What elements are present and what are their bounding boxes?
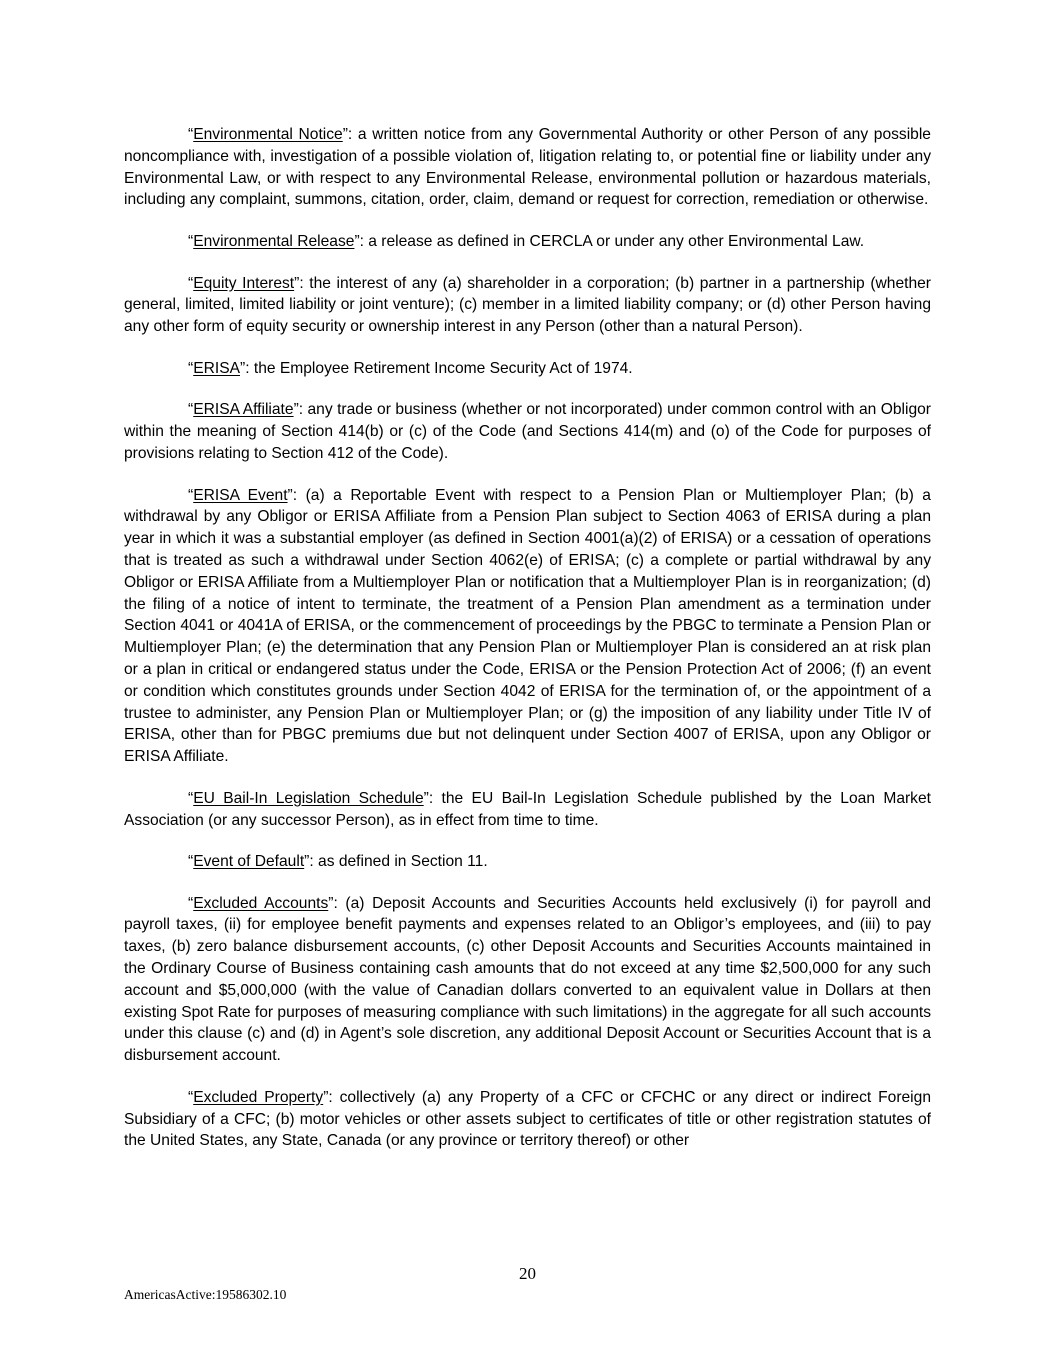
defined-term: Excluded Accounts [193, 894, 329, 912]
close-quote: ”: [240, 359, 250, 377]
document-id: AmericasActive:19586302.10 [124, 1287, 287, 1302]
close-quote: ”: [354, 232, 364, 250]
open-quote: “ [188, 232, 194, 250]
open-quote: “ [188, 401, 194, 419]
close-quote: ”: [342, 126, 353, 143]
defined-term: Environmental Notice [193, 126, 343, 143]
open-quote: “ [188, 1088, 194, 1106]
definition-erisa-event [124, 485, 931, 768]
close-quote: ”: [287, 486, 298, 504]
page-number: 20 [519, 1264, 536, 1283]
open-quote: “ [188, 126, 194, 143]
definition-text: (a) a Reportable Event with respect to a Pension Plan or Multiemployer Plan; (b) a withdrawal by any Obligor or ERISA Affiliate from a Pension Plan subject to Section 4063 of ERISA during a plan year in which it was a substantial employer (as defined in Section 4001(a)(2) of ERISA) or a cessation of operations that is treated as such a withdrawal under Section 4062(e) of ERISA; (c) a complete or partial withdrawal by any Obligor or ERISA Affiliate from a Multiemployer Plan or notification that a Multiemployer Plan is in reorganization; (d) the filing of a notice of intent to terminate, the treatment of a Pension Plan amendment as a termination under Section 4041 or 4041A of ERISA, or the commencement of proceedings by the PBGC to terminate a Pension Plan or Multiemployer Plan; (e) the determination that any Pension Plan or Multiemployer Plan is considered an at risk plan or a plan in critical or endangered status under the Code, ERISA or the Pension Protection Act of 2006; (f) an event or condition which constitutes grounds under Section 4042 of ERISA for the termination of, or the appointment of a trustee to administer, any Pension Plan or Multiemployer Plan; or (g) the imposition of any liability under Title IV of ERISA, other than for PBGC premiums due but not delinquent under Section 4007 of ERISA, upon any Obligor or ERISA Affiliate. [124, 486, 931, 766]
defined-term: Equity Interest [193, 274, 295, 292]
definition-equity-interest [124, 273, 931, 338]
close-quote: ”: [323, 1088, 333, 1106]
close-quote: ”: [293, 401, 304, 419]
open-quote: “ [188, 486, 194, 504]
definition-event-of-default [124, 851, 931, 873]
definition-environmental-release [124, 231, 931, 253]
defined-term: ERISA Affiliate [193, 401, 294, 419]
definition-text: the Employee Retirement Income Security Act of 1974. [249, 359, 633, 377]
definition-erisa [124, 358, 931, 380]
defined-term: Environmental Release [193, 232, 355, 250]
document-body [124, 124, 931, 1152]
close-quote: ”: [294, 274, 304, 292]
close-quote: ”: [304, 853, 314, 871]
definition-text: the interest of any (a) shareholder in a corporation; (b) partner in a partnership (whether general, limited, limited liability or joint venture); (c) member in a limited liability company; or (d) other Person having any other form of equity security or ownership interest in any Person (other than a natural Person). [124, 274, 931, 336]
definition-text: any trade or business (whether or not incorporated) under common control with an Obligor within the meaning of Section 414(b) or (c) of the Code (and Sections 414(m) and (o) of the Code for purposes of provisions relating to Section 412 of the Code). [124, 401, 931, 462]
open-quote: “ [188, 894, 194, 912]
definition-text: a release as defined in CERCLA or under any other Environmental Law. [363, 232, 865, 250]
definition-erisa-affiliate [124, 399, 931, 464]
definition-eu-bail-in-legislation-schedule [124, 788, 931, 832]
defined-term: EU Bail-In Legislation Schedule [193, 789, 424, 807]
defined-term: ERISA [193, 359, 240, 377]
definition-text: (a) Deposit Accounts and Securities Accounts held exclusively (i) for payroll and payroll taxes, (ii) for employee benefit payments and expenses related to an Obligor’s employees, and (iii) to pay taxes, (b) zero balance disbursement accounts, (c) other Deposit Accounts and Securities Accounts maintained in the Ordinary Course of Business containing cash amounts that do not exceed at any time $2,500,000 for any such account and $5,000,000 (with the value of Canadian dollars converted to an equivalent value in Dollars at then existing Spot Rate for purposes of measuring compliance with such limitations) in the aggregate for all such accounts under this clause (c) and (d) in Agent’s sole discretion, any additional Deposit Account or Securities Account that is a disbursement account. [124, 894, 931, 1065]
definition-text: a written notice from any Governmental Authority or other Person of any possible noncompliance with, investigation of a possible violation of, litigation relating to, or potential fine or liability under any Environmental Law, or with respect to any Environmental Release, environmental pollution or hazardous materials, including any complaint, summons, citation, order, claim, demand or request for correction, remediation or otherwise. [124, 126, 931, 209]
definition-text: collectively (a) any Property of a CFC or CFCHC or any direct or indirect Foreign Subsidiary of a CFC; (b) motor vehicles or other assets subject to certificates of title or other registration statutes of the United States, any State, Canada (or any province or territory thereof) or other [124, 1088, 931, 1150]
definition-excluded-property [124, 1087, 931, 1152]
close-quote: ”: [328, 894, 338, 912]
defined-term: ERISA Event [193, 486, 288, 504]
definition-environmental-notice [124, 124, 931, 211]
defined-term: Event of Default [193, 853, 305, 871]
open-quote: “ [188, 274, 194, 292]
open-quote: “ [188, 789, 194, 807]
definition-text: the EU Bail-In Legislation Schedule published by the Loan Market Association (or any successor Person), as in effect from time to time. [124, 789, 931, 829]
close-quote: ”: [423, 789, 434, 807]
defined-term: Excluded Property [193, 1088, 324, 1106]
open-quote: “ [188, 853, 194, 871]
definition-text: as defined in Section 11. [313, 853, 488, 871]
open-quote: “ [188, 359, 194, 377]
definition-excluded-accounts [124, 893, 931, 1067]
